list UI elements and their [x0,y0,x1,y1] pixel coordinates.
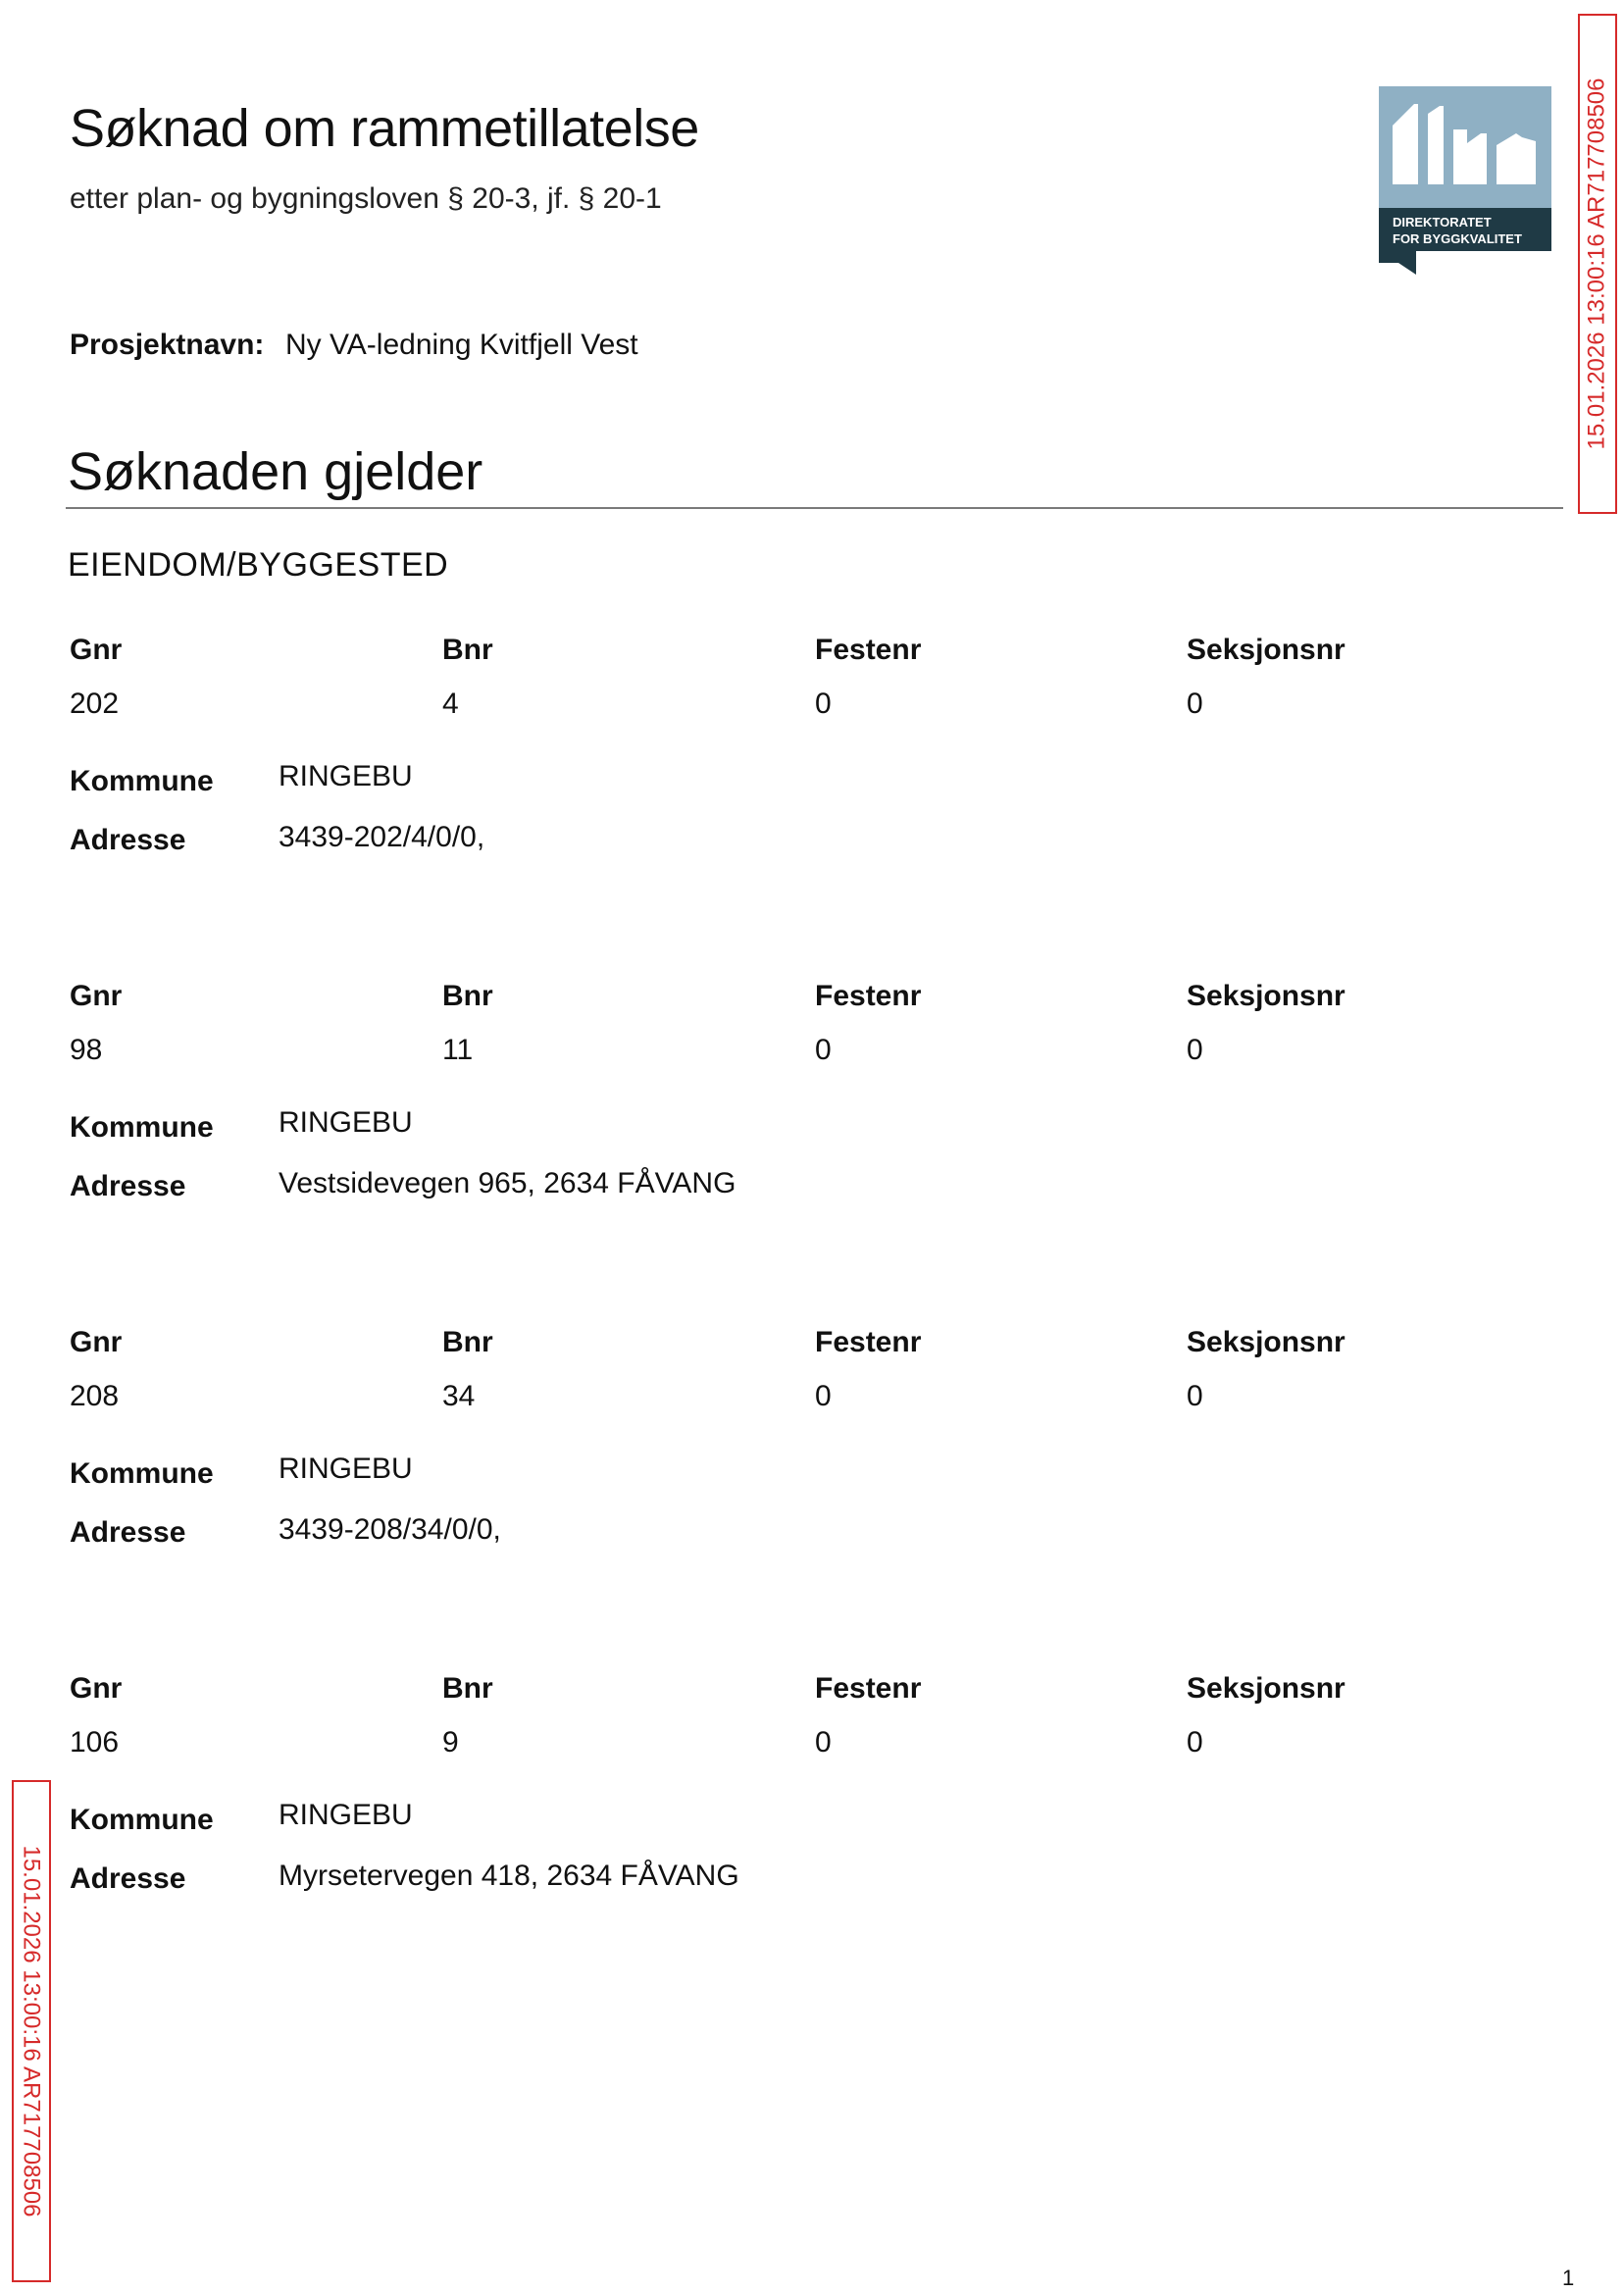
festenr-value: 0 [815,1034,832,1066]
gnr-value: 98 [70,1034,103,1066]
adresse-value: 3439-202/4/0/0, [279,821,485,853]
bnr-value: 9 [442,1726,459,1759]
adresse-value: Vestsidevegen 965, 2634 FÅVANG [279,1167,736,1199]
festenr-header: Festenr [815,634,922,666]
bnr-header: Bnr [442,1672,493,1705]
seksjonsnr-value: 0 [1187,1034,1203,1066]
bnr-value: 4 [442,688,459,720]
property-block [0,980,1624,1235]
stamp-text: 15.01.2026 13:00:16 AR717708506 [19,1845,45,2218]
adresse-value: Myrsetervegen 418, 2634 FÅVANG [279,1860,739,1892]
adresse-label: Adresse [70,1862,186,1895]
gnr-header: Gnr [70,634,123,666]
gnr-header: Gnr [70,1326,123,1358]
page-number: 1 [1562,2266,1575,2290]
festenr-header: Festenr [815,980,922,1012]
property-block [0,1672,1624,1927]
property-block [0,634,1624,889]
adresse-label: Adresse [70,1170,186,1202]
seksjonsnr-header: Seksjonsnr [1187,980,1345,1012]
gnr-header: Gnr [70,1672,123,1705]
document-subtitle: etter plan- og bygningsloven § 20-3, jf. § 20-1 [70,182,662,215]
kommune-value: RINGEBU [279,1453,413,1485]
seksjonsnr-value: 0 [1187,1380,1203,1412]
seksjonsnr-header: Seksjonsnr [1187,1326,1345,1358]
property-block [0,1326,1624,1581]
project-name-label: Prosjektnavn: [70,329,265,361]
seksjonsnr-header: Seksjonsnr [1187,634,1345,666]
bnr-header: Bnr [442,634,493,666]
gnr-header: Gnr [70,980,123,1012]
kommune-label: Kommune [70,1457,214,1490]
adresse-label: Adresse [70,1516,186,1549]
section-heading: Søknaden gjelder [68,442,483,501]
adresse-value: 3439-208/34/0/0, [279,1513,501,1546]
kommune-value: RINGEBU [279,1799,413,1831]
stamp-text: 15.01.2026 13:00:16 AR717708506 [1584,77,1610,450]
bnr-value: 11 [442,1034,474,1066]
gnr-value: 202 [70,688,120,720]
gnr-value: 106 [70,1726,120,1759]
section-divider [66,507,1563,509]
festenr-value: 0 [815,688,832,720]
logo-text-line1: DIREKTORATET [1393,215,1492,229]
bnr-header: Bnr [442,980,493,1012]
bnr-value: 34 [442,1380,476,1412]
document-title: Søknad om rammetillatelse [70,99,699,158]
kommune-label: Kommune [70,1804,214,1836]
kommune-label: Kommune [70,1111,214,1144]
kommune-label: Kommune [70,765,214,797]
festenr-header: Festenr [815,1326,922,1358]
seksjonsnr-value: 0 [1187,1726,1203,1759]
bnr-header: Bnr [442,1326,493,1358]
logo-text-line2: FOR BYGGKVALITET [1393,231,1522,246]
subsection-heading: EIENDOM/BYGGESTED [68,546,449,584]
archive-stamp-right [1578,14,1617,514]
festenr-value: 0 [815,1380,832,1412]
festenr-value: 0 [815,1726,832,1759]
archive-stamp-left [12,1780,51,2282]
kommune-value: RINGEBU [279,1106,413,1139]
kommune-value: RINGEBU [279,760,413,792]
seksjonsnr-value: 0 [1187,688,1203,720]
festenr-header: Festenr [815,1672,922,1705]
project-name-value: Ny VA-ledning Kvitfjell Vest [285,329,638,361]
gnr-value: 208 [70,1380,120,1412]
logo-flag [1379,251,1416,275]
seksjonsnr-header: Seksjonsnr [1187,1672,1345,1705]
dibk-logo [1379,86,1551,275]
adresse-label: Adresse [70,824,186,856]
